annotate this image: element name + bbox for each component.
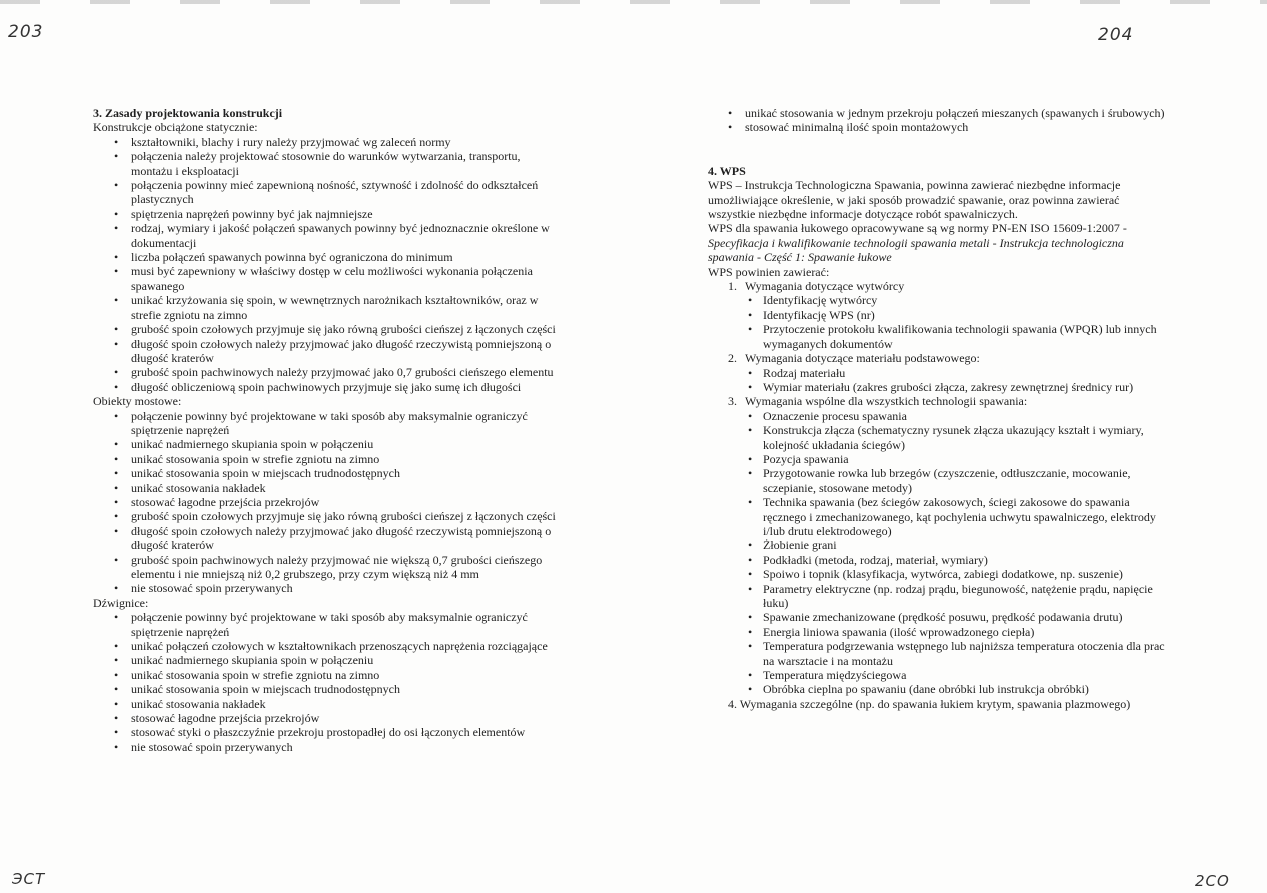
list-item: • nie stosować spoin przerywanych — [93, 581, 563, 595]
list-item: • kształtowniki, blachy i rury należy przyjmować wg zaleceń normy — [93, 135, 563, 149]
list-item: • Spawanie zmechanizowane (prędkość posuwu, prędkość podawania drutu) — [745, 610, 1168, 624]
list-item: • Parametry elektryczne (np. rodzaj prądu, biegunowość, natężenie prądu, napięcie łuku) — [745, 582, 1168, 611]
wps-should-contain: WPS powinien zawierać: — [708, 264, 830, 279]
list-item: • unikać nadmiernego skupiania spoin w połączeniu — [93, 653, 563, 667]
list-item: • grubość spoin pachwinowych należy przyjmować jako 0,7 grubości cieńszego elementu — [93, 365, 563, 379]
list-item: • Identyfikację WPS (nr) — [745, 308, 1168, 322]
list-item: • Temperatura podgrzewania wstępnego lub najniższa temperatura otoczenia dla prac na warsztacie i na montażu — [745, 639, 1168, 668]
list-item: • unikać krzyżowania się spoin, w wewnętrznych narożnikach kształtowników, oraz w strefie zgniotu na zimno — [93, 293, 563, 322]
list-item: • połączenie powinny być projektowane w taki sposób aby maksymalnie ograniczyć spiętrzenie naprężeń — [93, 409, 563, 438]
crane-list — [93, 610, 563, 754]
list-item: • unikać połączeń czołowych w kształtownikach przenoszących naprężenia rozciągające — [93, 639, 563, 653]
requirement-2: 2. Wymagania dotyczące materiału podstawowego: • Rodzaj materiału • Wymiar materiału (zakres grubości złącza, zakresy zewnętrznej średnicy rur) — [708, 351, 1168, 394]
requirement-4: 4. Wymagania szczególne (np. do spawania łukiem krytym, spawania plazmowego) — [728, 696, 1131, 711]
list-item: • unikać stosowania w jednym przekroju połączeń mieszanych (spawanych i śrubowych) — [708, 106, 1168, 120]
list-item: • unikać stosowania spoin w miejscach trudnodostępnych — [93, 682, 563, 696]
requirement-3: 3. Wymagania wspólne dla wszystkich technologii spawania: • Oznaczenie procesu spawania • Konstrukcja złącza (schematyczny rysunek złącza ukazujący kształt i wymiary, kolejność układania ściegów) • Pozycja spawania • Przygotowanie rowka lub brzegów (czyszczenie, odtłuszczanie, mocowanie, sczepianie, stosowane metody) • Technika spawania (bez ściegów zakosowych, ściegi zakosowe do spawania ręcznego i zmechanizowanego, kąt pochylenia uchwytu spawalniczego, elektrody i/lub drutu elektrodowego) • Żłobienie grani • Podkładki (metoda, rodzaj, materiał, wymiary) • Spoiwo i topnik (klasyfikacja, wytwórca, zabiegi dodatkowe, np. suszenie) • Parametry elektryczne (np. rodzaj prądu, biegunowość, natężenie prądu, napięcie łuku) • Spawanie zmechanizowane (prędkość posuwu, prędkość podawania drutu) • Energia liniowa spawania (ilość wprowadzonego ciepła) • Temperatura podgrzewania wstępnego lub najniższa temperatura otoczenia dla prac na warsztacie i na montażu • Temperatura międzyściegowa • Obróbka cieplna po spawaniu (dane obróbki lub instrukcja obróbki) — [708, 394, 1168, 697]
wps-standard-title: Specyfikacja i kwalifikowanie technologii spawania metali - Instrukcja technologiczna spawania - Część 1: Spawanie łukowe — [708, 235, 1124, 265]
list-item: • unikać nadmiernego skupiania spoin w połączeniu — [93, 437, 563, 451]
bridge-list — [93, 409, 563, 596]
list-item: • połączenia należy projektować stosownie do warunków wytwarzania, transportu, montażu i eksploatacji — [93, 149, 563, 178]
list-item: • długość spoin czołowych należy przyjmować jako długość rzeczywistą pomniejszoną o długość kraterów — [93, 524, 563, 553]
page-number-bottom-right: 2CO — [1195, 872, 1230, 890]
list-item: • Podkładki (metoda, rodzaj, materiał, wymiary) — [745, 553, 1168, 567]
list-item: • unikać stosowania spoin w strefie zgniotu na zimno — [93, 668, 563, 682]
list-item: • stosować minimalną ilość spoin montażowych — [708, 120, 1168, 134]
list-item: • Przytoczenie protokołu kwalifikowania technologii spawania (WPQR) lub innych wymaganych dokumentów — [745, 322, 1168, 351]
crane-label: Dźwignice: — [93, 595, 149, 610]
requirements-list — [708, 279, 1168, 697]
list-item: • liczba połączeń spawanych powinna być ograniczona do minimum — [93, 250, 563, 264]
list-item: • Rodzaj materiału — [745, 366, 1168, 380]
list-item: • Wymiar materiału (zakres grubości złącza, zakresy zewnętrznej średnicy rur) — [745, 380, 1168, 394]
static-label: Konstrukcje obciążone statycznie: — [93, 120, 258, 135]
list-item: • Pozycja spawania — [745, 452, 1168, 466]
list-item: • stosować łagodne przejścia przekrojów — [93, 711, 563, 725]
static-list — [93, 135, 563, 394]
list-item: • połączenia powinny mieć zapewnioną nośność, sztywność i zdolność do odkształceń plastycznych — [93, 178, 563, 207]
scan-edge — [0, 0, 1267, 4]
page-number-top-left: 203 — [8, 22, 44, 42]
list-item: • nie stosować spoin przerywanych — [93, 740, 563, 754]
list-item: • spiętrzenia naprężeń powinny być jak najmniejsze — [93, 207, 563, 221]
list-item: • musi być zapewniony w właściwy dostęp w celu możliwości wykonania połączenia spawanego — [93, 264, 563, 293]
list-item: • długość spoin czołowych należy przyjmować jako długość rzeczywistą pomniejszoną o długość kraterów — [93, 337, 563, 366]
list-item: • Energia liniowa spawania (ilość wprowadzonego ciepła) — [745, 625, 1168, 639]
list-item: • połączenie powinny być projektowane w taki sposób aby maksymalnie ograniczyć spiętrzenie naprężeń — [93, 610, 563, 639]
list-item: • unikać stosowania spoin w miejscach trudnodostępnych — [93, 466, 563, 480]
list-item: • Konstrukcja złącza (schematyczny rysunek złącza ukazujący kształt i wymiary, kolejność układania ściegów) — [745, 423, 1168, 452]
list-item: • grubość spoin czołowych przyjmuje się jako równą grubości cieńszej z łączonych części — [93, 509, 563, 523]
list-item: • rodzaj, wymiary i jakość połączeń spawanych powinny być jednoznacznie określone w dokumentacji — [93, 221, 563, 250]
list-item: • Oznaczenie procesu spawania — [745, 409, 1168, 423]
list-item: • Przygotowanie rowka lub brzegów (czyszczenie, odtłuszczanie, mocowanie, sczepianie, stosowane metody) — [745, 466, 1168, 495]
requirement-1: 1. Wymagania dotyczące wytwórcy • Identyfikację wytwórcy • Identyfikację WPS (nr) • Przytoczenie protokołu kwalifikowania technologii spawania (WPQR) lub innych wymaganych dokumentów — [708, 279, 1168, 351]
list-item: • Żłobienie grani — [745, 538, 1168, 552]
list-item: • długość obliczeniową spoin pachwinowych przyjmuje się jako sumę ich długości — [93, 380, 563, 394]
section-4-title: 4. WPS — [708, 163, 746, 178]
list-item: • unikać stosowania nakładek — [93, 481, 563, 495]
bridge-label: Obiekty mostowe: — [93, 394, 182, 409]
list-item: • Obróbka cieplna po spawaniu (dane obróbki lub instrukcja obróbki) — [745, 682, 1168, 696]
list-item: • Identyfikację wytwórcy — [745, 293, 1168, 307]
section-3-title: 3. Zasady projektowania konstrukcji — [93, 106, 283, 120]
list-item: • stosować styki o płaszczyźnie przekroju prostopadłej do osi łączonych elementów — [93, 725, 563, 739]
list-item: • unikać stosowania spoin w strefie zgniotu na zimno — [93, 452, 563, 466]
list-item: • Temperatura międzyściegowa — [745, 668, 1168, 682]
right-column — [708, 106, 1168, 711]
wps-paragraph: WPS – Instrukcja Technologiczna Spawania, powinna zawierać niezbędne informacje umożliwiające określenie, w jaki sposób prowadzić spawanie, oraz powinna zawierać wszystkie niezbędne informacje dotyczące robót spawalniczych. — [708, 178, 1121, 222]
list-item: • unikać stosowania nakładek — [93, 697, 563, 711]
list-item: • grubość spoin pachwinowych należy przyjmować nie większą 0,7 grubości cieńszego elementu i nie mniejszą niż 0,2 grubszego, przy czym większą niż 4 mm — [93, 553, 563, 582]
page-number-bottom-left: ЭСТ — [12, 870, 46, 888]
list-item: • grubość spoin czołowych przyjmuje się jako równą grubości cieńszej z łączonych części — [93, 322, 563, 336]
list-item: • Technika spawania (bez ściegów zakosowych, ściegi zakosowe do spawania ręcznego i zmechanizowanego, kąt pochylenia uchwytu spawalniczego, elektrody i/lub drutu elektrodowego) — [745, 495, 1168, 538]
list-item: • Spoiwo i topnik (klasyfikacja, wytwórca, zabiegi dodatkowe, np. suszenie) — [745, 567, 1168, 581]
wps-standard: WPS dla spawania łukowego opracowywane są wg normy PN-EN ISO 15609-1:2007 - — [708, 221, 1127, 236]
page-number-top-right: 204 — [1098, 25, 1134, 45]
left-column — [93, 106, 563, 754]
continued-list — [708, 106, 1168, 135]
list-item: • stosować łagodne przejścia przekrojów — [93, 495, 563, 509]
